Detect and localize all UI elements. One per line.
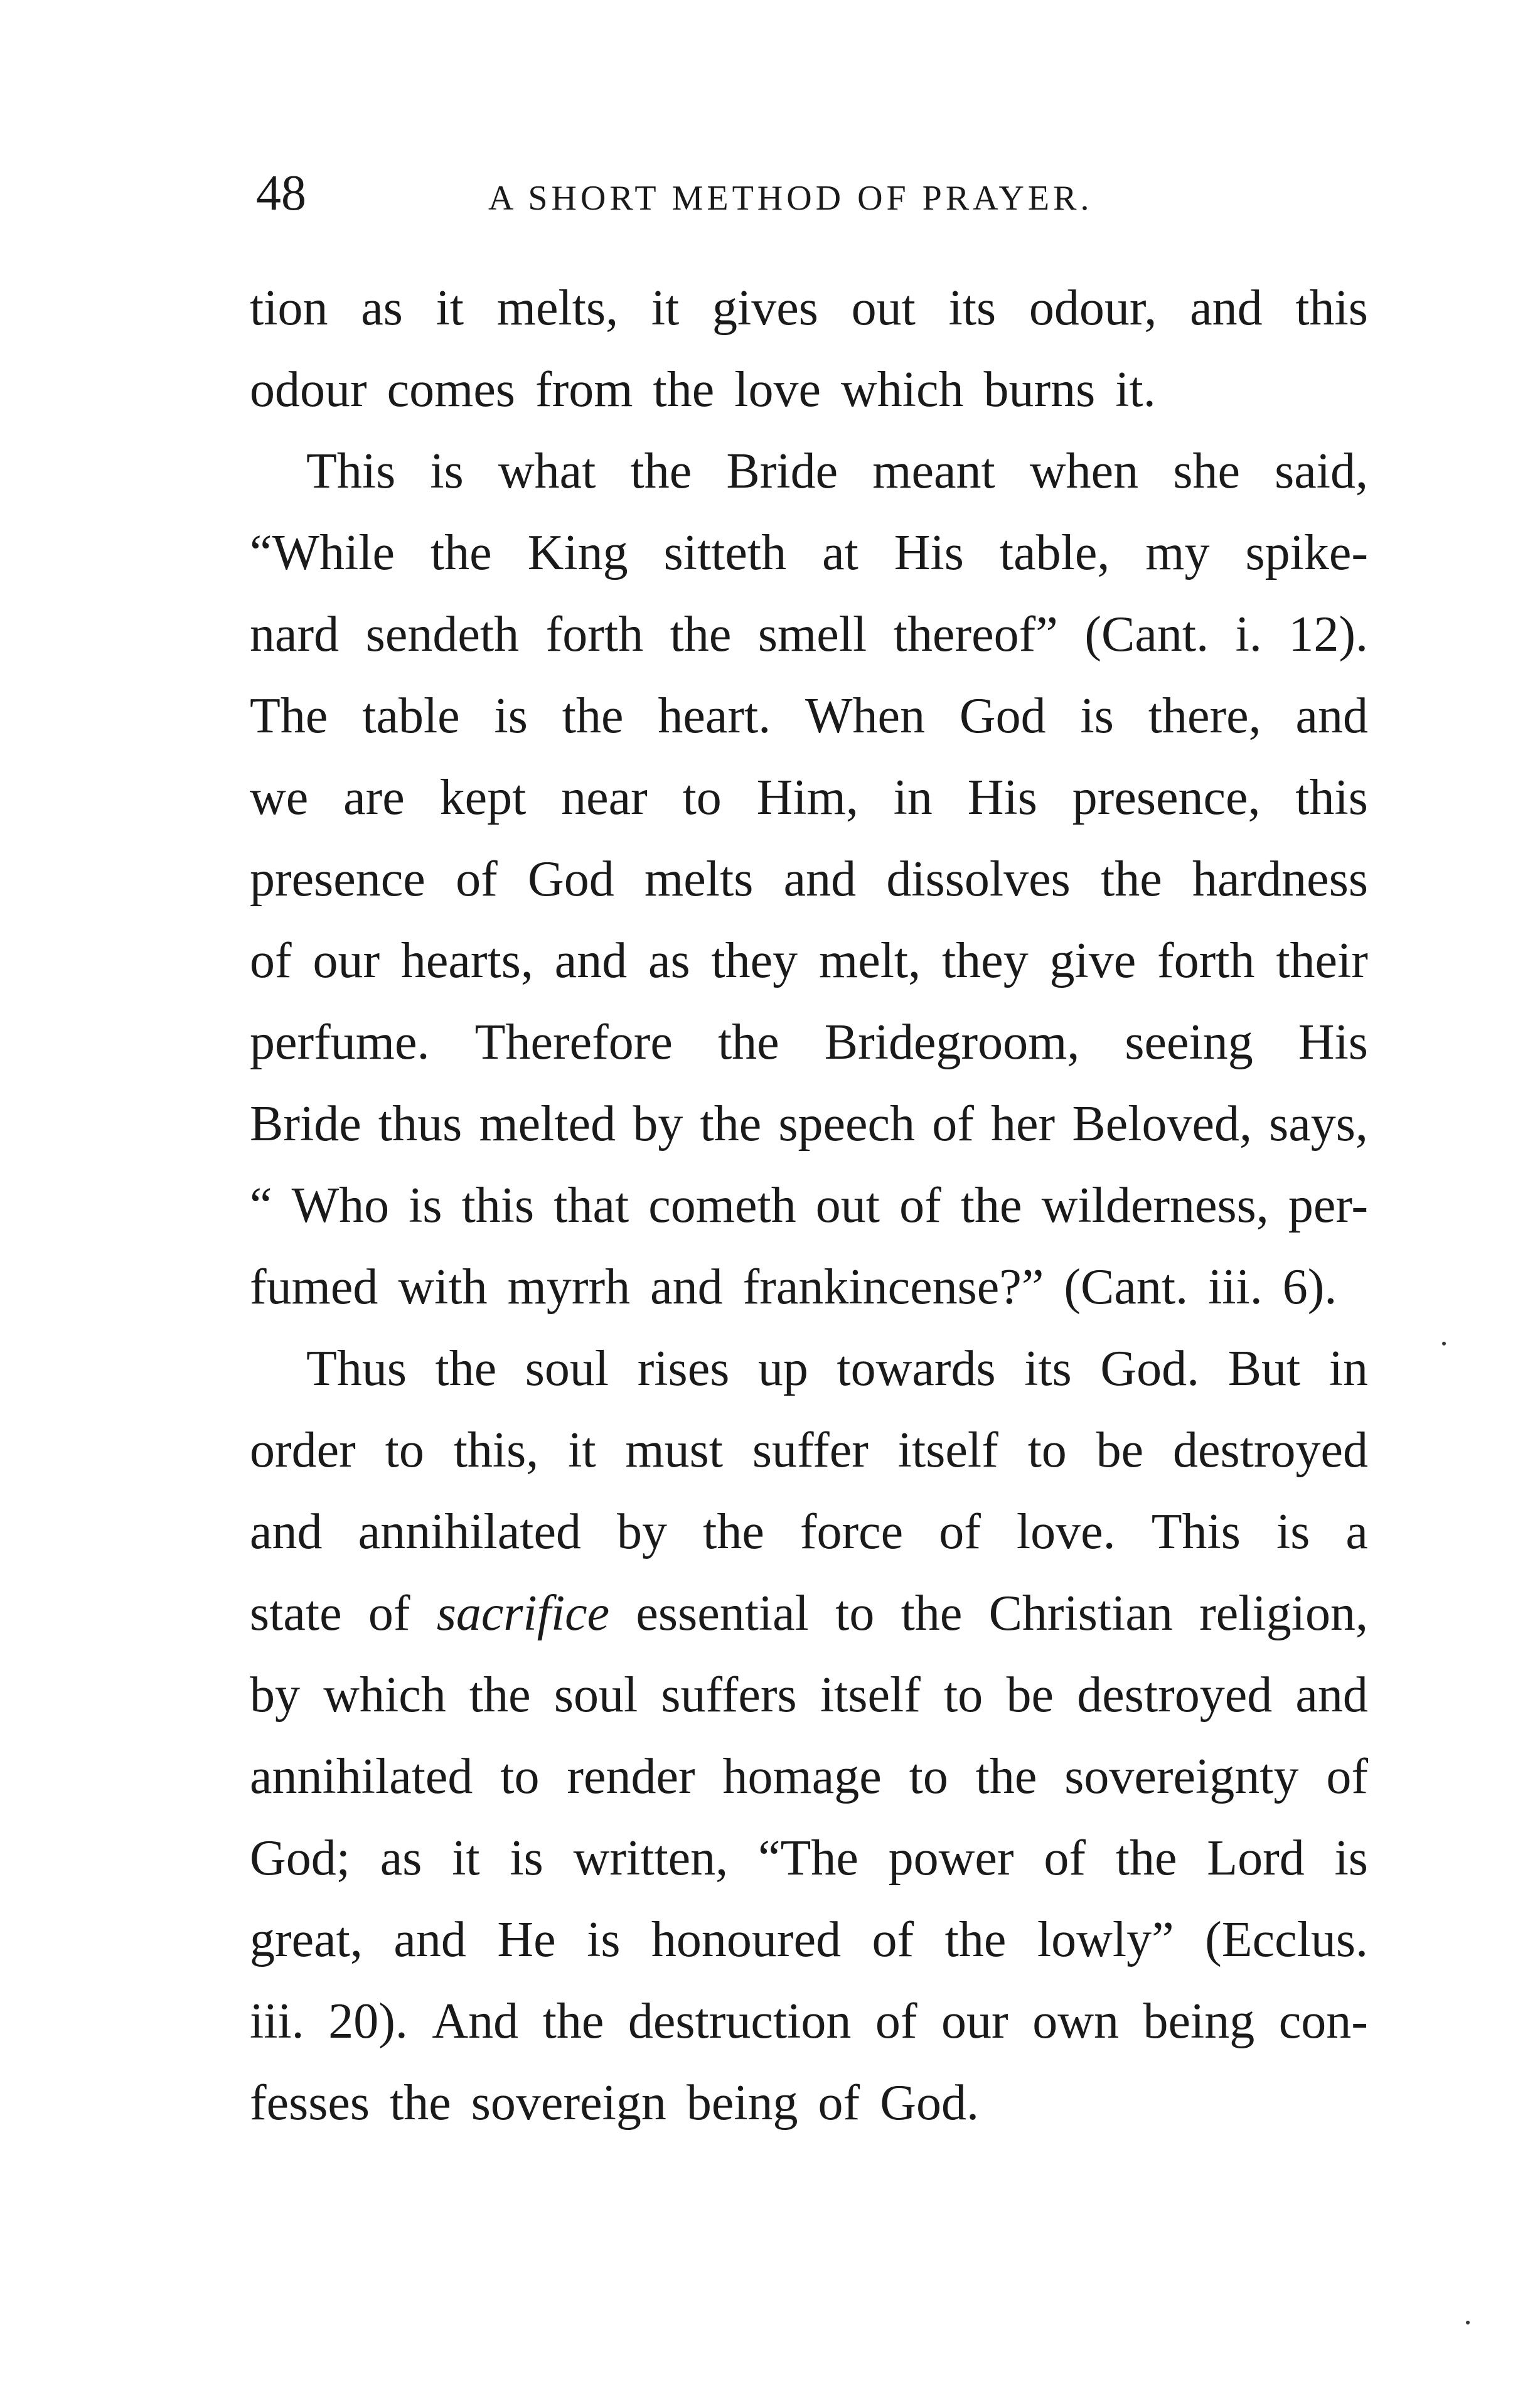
word: homage [722,1749,882,1804]
word: the [700,1096,762,1152]
word: (Cant. [1084,607,1209,662]
word: the [703,1504,764,1559]
word: the [975,1749,1037,1804]
word: melts [644,852,754,907]
word: they [711,933,798,988]
word: annihilated [358,1504,581,1559]
word: must [625,1423,723,1478]
word: table [362,688,460,744]
word: But [1227,1341,1301,1396]
word: we [250,770,309,825]
word: it [568,1423,596,1478]
word: power [888,1831,1014,1886]
word: the [542,1994,604,2049]
word: 6). [1282,1260,1337,1315]
text-line [250,757,1368,838]
word: 20). [328,1994,408,2049]
word: presence [250,852,425,907]
text-line [250,1573,1368,1654]
word: sacrifice [436,1586,610,1641]
word: its [948,281,997,336]
word: Beloved, [1072,1096,1252,1152]
word: Christian [988,1586,1173,1641]
word: the [944,1912,1007,1967]
word: con- [1278,1994,1368,2049]
word: myrrh [507,1260,631,1315]
word: destroyed [1077,1667,1273,1723]
word: to [682,770,722,825]
word: what [498,444,596,499]
word: wilderness, [1041,1178,1269,1233]
word: thereof” [893,607,1058,662]
word: it [452,1831,480,1886]
word: honoured [651,1912,842,1967]
word: the [960,1178,1022,1233]
word: to [909,1749,948,1804]
word: as [380,1831,422,1886]
word: are [343,770,405,825]
word: render [567,1749,695,1804]
word: burns [983,362,1096,417]
word: and [393,1912,466,1967]
word: this [461,1178,535,1233]
word: and [783,852,857,907]
word: He [497,1912,556,1967]
word: force [799,1504,904,1559]
word: by [250,1667,300,1723]
word: this [1295,281,1368,336]
word: says, [1269,1096,1368,1152]
word: out [851,281,916,336]
word: “The [757,1831,858,1886]
word: at [822,525,858,580]
word: hearts, [400,933,533,988]
running-title: A SHORT METHOD OF PRAYER. [488,179,1093,218]
word: Who [291,1178,390,1233]
word: King [527,525,628,580]
text-line [250,838,1368,920]
print-speck [1442,1342,1446,1345]
word: is [430,444,464,499]
word: the [653,362,715,417]
word: and [554,933,628,988]
word: the [630,444,692,499]
word: to [944,1667,983,1723]
word: and [1295,688,1368,744]
word: “ [250,1178,272,1233]
word: soul [553,1667,638,1723]
text-line [250,675,1368,757]
word: order [250,1423,356,1478]
word: be [1096,1423,1144,1478]
word: of [872,1912,914,1967]
word: iii. [1208,1260,1263,1315]
word: perfume. [250,1015,430,1070]
word: rises [637,1341,730,1396]
word: great, [250,1912,363,1967]
word: fesses [250,2075,370,2131]
word: up [757,1341,808,1396]
word: Bridegroom, [824,1015,1080,1070]
word: smell [757,607,867,662]
word: of [818,2075,860,2131]
word: the [390,2075,451,2131]
word: of [939,1504,981,1559]
word: kept [439,770,527,825]
text-line [250,920,1368,1002]
word: sovereign [471,2075,666,2131]
word: her [991,1096,1056,1152]
word: as [648,933,690,988]
text-line [250,1736,1368,1817]
word: destruction [628,1994,852,2049]
word: spike- [1245,525,1368,580]
word: is [494,688,528,744]
word: of [456,852,498,907]
word: our [313,933,380,988]
word: the [1101,852,1162,907]
word: they [941,933,1029,988]
word: odour, [1029,281,1157,336]
word: love [734,362,821,417]
word: Bride [726,444,838,499]
word: the [901,1586,963,1641]
word: forth [545,607,644,662]
word: sendeth [365,607,520,662]
word: is [1334,1831,1368,1886]
word: This [1151,1504,1241,1559]
word: their [1276,933,1368,988]
word: from [535,362,633,417]
word: God; [250,1831,350,1886]
word: His [894,525,964,580]
word: melts, [496,281,619,336]
word: and [250,1504,323,1559]
word: as [361,281,403,336]
word: religion, [1199,1586,1368,1641]
word: 12). [1288,607,1368,662]
word: dissolves [886,852,1071,907]
word: Thus [306,1341,407,1396]
word: the [670,607,732,662]
word: in [893,770,933,825]
word: and [1190,281,1263,336]
word: God [527,852,614,907]
word: Lord [1207,1831,1305,1886]
word: lowly” [1037,1912,1174,1967]
text-line [250,1165,1368,1246]
word: the [430,525,492,580]
word: towards [837,1341,996,1396]
word: forth [1157,933,1255,988]
word: out [815,1178,880,1233]
print-speck [1466,2321,1470,2324]
word: of [1044,1831,1086,1886]
word: is [409,1178,442,1233]
word: of [899,1178,941,1233]
word: which [323,1667,446,1723]
word: presence, [1072,770,1261,825]
word: hardness [1192,852,1368,907]
word: is [1276,1504,1310,1559]
word: God [959,688,1046,744]
word: nard [250,607,340,662]
word: love. [1016,1504,1116,1559]
word: it [651,281,680,336]
word: said, [1275,444,1368,499]
text-line [250,1899,1368,1981]
word: seeing [1125,1015,1253,1070]
word: suffers [661,1667,797,1723]
word: it [436,281,464,336]
word: heart. [658,688,771,744]
text-line [250,431,1368,512]
word: written, [573,1831,729,1886]
word: this [1295,770,1368,825]
word: sitteth [663,525,787,580]
word: and [650,1260,723,1315]
word: God. [880,2075,979,2131]
word: essential [636,1586,809,1641]
word: table, [999,525,1110,580]
word: to [500,1749,540,1804]
word: of [368,1586,410,1641]
word: being [686,2075,798,2131]
word: which [841,362,964,417]
word: state [250,1586,342,1641]
word: in [1329,1341,1368,1396]
word: of [875,1994,917,2049]
word: cometh [648,1178,796,1233]
page-number: 48 [256,166,306,221]
word: the [1115,1831,1177,1886]
word: melted [479,1096,616,1152]
word: is [1080,688,1114,744]
word: give [1049,933,1136,988]
word: its [1024,1341,1072,1396]
word: by [617,1504,668,1559]
text-line [250,1981,1368,2062]
word: itself [820,1667,921,1723]
text-line [250,1409,1368,1491]
word: i. [1235,607,1262,662]
word: His [967,770,1037,825]
word: destroyed [1172,1423,1368,1478]
word: meant [872,444,995,499]
word: there, [1148,688,1261,744]
body-text [250,267,1368,2144]
word: our [941,1994,1008,2049]
word: to [385,1423,424,1478]
word: Him, [756,770,858,825]
text-line [250,512,1368,594]
text-line [250,349,1368,431]
text-line [250,2062,1368,2144]
word: being [1143,1994,1255,2049]
text-line [250,1083,1368,1165]
text-line [250,1002,1368,1083]
word: And [432,1994,519,2049]
word: is [587,1912,621,1967]
word: a [1345,1504,1368,1559]
word: my [1145,525,1210,580]
word: of [1326,1749,1368,1804]
text-line [250,1328,1368,1409]
word: “While [250,525,395,580]
word: this, [453,1423,539,1478]
word: His [1298,1015,1368,1070]
word: to [835,1586,875,1641]
word: Bride [250,1096,361,1152]
page-header [249,162,1378,231]
word: soul [525,1341,609,1396]
text-line [250,1246,1368,1328]
word: frankincense?” [742,1260,1044,1315]
word: the [469,1667,531,1723]
word: per- [1288,1178,1368,1233]
word: of [250,933,292,988]
word: near [561,770,648,825]
word: comes [387,362,516,417]
word: is [510,1831,543,1886]
word: gives [712,281,818,336]
word: This [306,444,396,499]
word: to [1027,1423,1067,1478]
word: odour [250,362,367,417]
word: (Ecclus. [1205,1912,1368,1967]
word: suffer [752,1423,869,1478]
text-line [250,267,1368,349]
word: be [1006,1667,1054,1723]
word: by [633,1096,683,1152]
text-line [250,1491,1368,1573]
word: it. [1115,362,1156,417]
word: the [562,688,624,744]
word: of [932,1096,974,1152]
word: the [435,1341,497,1396]
word: melt, [818,933,921,988]
word: annihilated [250,1749,473,1804]
word: sovereignty [1064,1749,1299,1804]
word: when [1029,444,1139,499]
word: thus [378,1096,463,1152]
word: itself [897,1423,998,1478]
text-line [250,594,1368,675]
word: tion [250,281,328,336]
word: The [250,688,328,744]
word: God. [1100,1341,1200,1396]
word: speech [778,1096,916,1152]
word: own [1032,1994,1119,2049]
text-line [250,1654,1368,1736]
word: When [805,688,926,744]
word: fumed [250,1260,378,1315]
text-line [250,1817,1368,1899]
word: Therefore [474,1015,673,1070]
word: iii. [250,1994,304,2049]
word: with [398,1260,488,1315]
word: and [1295,1667,1368,1723]
word: she [1173,444,1240,499]
word: (Cant. [1064,1260,1189,1315]
word: the [717,1015,779,1070]
word: that [553,1178,629,1233]
